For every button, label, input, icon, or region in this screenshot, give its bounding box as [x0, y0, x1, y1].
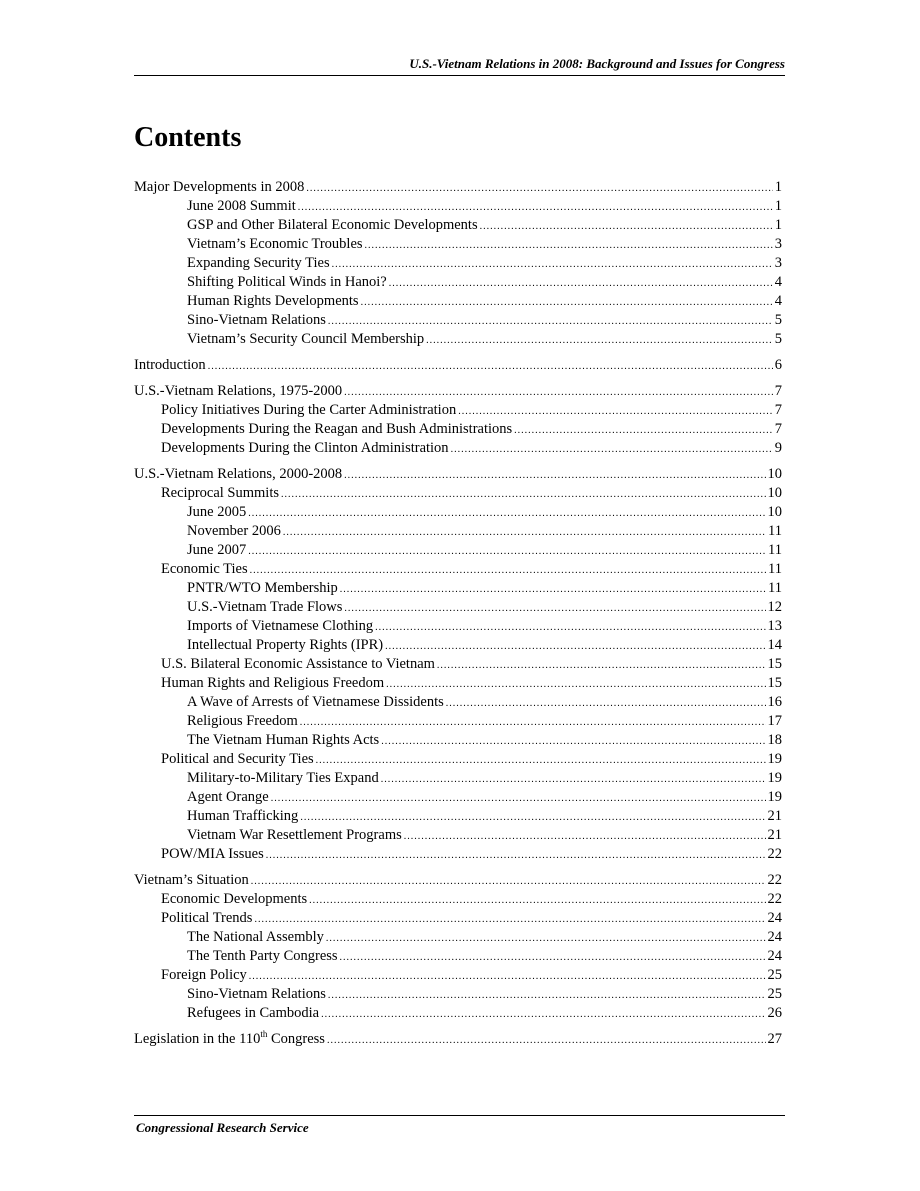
footer-publisher: Congressional Research Service: [136, 1120, 309, 1135]
toc-entry[interactable]: [134, 1004, 782, 1023]
toc-entry-label: Refugees in Cambodia: [187, 1005, 320, 1021]
toc-entry-label: Introduction: [134, 357, 206, 373]
toc-entry-label: Vietnam’s Situation: [134, 872, 249, 888]
dot-leader: [375, 618, 765, 637]
dot-leader: [300, 808, 765, 827]
toc-entry-label: Imports of Vietnamese Clothing: [187, 618, 374, 634]
toc-entry-label: June 2008 Summit: [187, 198, 296, 214]
toc-entry-page: 22: [767, 891, 782, 907]
toc-entry[interactable]: [134, 541, 782, 560]
dot-leader: [451, 440, 773, 459]
toc-entry-page: 26: [767, 1005, 782, 1021]
toc-entry[interactable]: [134, 909, 782, 928]
toc-entry-label: Reciprocal Summits: [161, 485, 279, 501]
toc-entry-page: 22: [767, 872, 782, 888]
toc-entry[interactable]: [134, 273, 782, 292]
toc-entry[interactable]: [134, 826, 782, 845]
toc-entry-page: 19: [767, 770, 782, 786]
toc-entry[interactable]: [134, 788, 782, 807]
toc-entry-page: 11: [768, 580, 782, 596]
toc-entry-label: The Vietnam Human Rights Acts: [187, 732, 380, 748]
toc-entry-label: A Wave of Arrests of Vietnamese Dissidents: [187, 694, 444, 710]
toc-entry[interactable]: [134, 254, 782, 273]
toc-entry[interactable]: [134, 674, 782, 693]
toc-entry-page: 1: [774, 179, 782, 195]
toc-entry[interactable]: [134, 731, 782, 750]
toc-entry-label: Political and Security Ties: [161, 751, 314, 767]
toc-entry[interactable]: [134, 382, 782, 401]
toc-entry[interactable]: [134, 420, 782, 439]
toc-entry-page: 11: [768, 523, 782, 539]
toc-entry-page: 7: [774, 383, 782, 399]
toc-entry[interactable]: [134, 985, 782, 1004]
toc-entry-label: Vietnam’s Security Council Membership: [187, 331, 425, 347]
toc-entry-label: The National Assembly: [187, 929, 324, 945]
toc-entry-page: 15: [767, 656, 782, 672]
toc-entry-label: Political Trends: [161, 910, 253, 926]
toc-entry-label: Developments During the Reagan and Bush Administrations: [161, 421, 513, 437]
toc-entry[interactable]: [134, 769, 782, 788]
toc-entry-label: June 2005: [187, 504, 247, 520]
dot-leader: [306, 179, 772, 198]
toc-entry-page: 10: [767, 504, 782, 520]
toc-entry[interactable]: [134, 579, 782, 598]
dot-leader: [309, 891, 765, 910]
dot-leader: [208, 357, 773, 376]
toc-entry-page: 24: [767, 910, 782, 926]
dot-leader: [344, 599, 765, 618]
toc-entry-label: Vietnam War Resettlement Programs: [187, 827, 402, 843]
toc-entry-page: 7: [774, 421, 782, 437]
toc-entry-page: 12: [767, 599, 782, 615]
dot-leader: [426, 331, 773, 350]
toc-entry[interactable]: [134, 197, 782, 216]
toc-entry[interactable]: [134, 617, 782, 636]
dot-leader: [458, 402, 773, 421]
toc-entry-label: Policy Initiatives During the Carter Administration: [161, 402, 457, 418]
toc-entry-page: 10: [767, 485, 782, 501]
toc-entry[interactable]: [134, 807, 782, 826]
toc-entry-label: U.S.-Vietnam Relations, 1975-2000: [134, 383, 343, 399]
toc-entry-page: 7: [774, 402, 782, 418]
toc-entry-label: Economic Developments: [161, 891, 308, 907]
toc-entry-page: 16: [767, 694, 782, 710]
toc-entry-label: Sino-Vietnam Relations: [187, 312, 326, 328]
dot-leader: [365, 236, 773, 255]
toc-entry-label: [134, 1030, 325, 1049]
dot-leader: [327, 1031, 766, 1050]
toc-entry[interactable]: [134, 178, 782, 197]
dot-leader: [271, 789, 766, 808]
dot-leader: [446, 694, 766, 713]
dot-leader: [514, 421, 773, 440]
dot-leader: [381, 732, 765, 751]
toc-entry-page: 18: [767, 732, 782, 748]
toc-entry-label: Agent Orange: [187, 789, 269, 805]
toc-entry-page: 19: [767, 751, 782, 767]
toc-entry[interactable]: [134, 311, 782, 330]
dot-leader: [344, 383, 773, 402]
toc-entry-label: Major Developments in 2008: [134, 179, 305, 195]
toc-entry[interactable]: [134, 845, 782, 864]
toc-entry-label: Shifting Political Winds in Hanoi?: [187, 274, 387, 290]
dot-leader: [298, 198, 773, 217]
toc-entry[interactable]: [134, 947, 782, 966]
toc-entry-label: Human Rights Developments: [187, 293, 359, 309]
toc-entry-page: 24: [767, 948, 782, 964]
toc-entry[interactable]: [134, 330, 782, 349]
toc-entry-label: June 2007: [187, 542, 247, 558]
toc-entry-page: 4: [774, 274, 782, 290]
toc-entry-page: 27: [767, 1031, 782, 1047]
toc-entry[interactable]: [134, 292, 782, 311]
dot-leader: [340, 580, 766, 599]
toc-entry-page: 1: [774, 217, 782, 233]
dot-leader: [300, 713, 766, 732]
toc-entry-page: 11: [768, 542, 782, 558]
dot-leader: [437, 656, 766, 675]
dot-leader: [281, 485, 766, 504]
toc-entry[interactable]: [134, 401, 782, 420]
toc-entry[interactable]: [134, 503, 782, 522]
dot-leader: [248, 504, 765, 523]
toc-entry-page: 3: [774, 236, 782, 252]
toc-entry-page: 13: [767, 618, 782, 634]
toc-entry[interactable]: [134, 439, 782, 458]
dot-leader: [480, 217, 773, 236]
toc-entry-label-post: Congress: [267, 1031, 325, 1047]
toc-entry-label-superscript: th: [260, 1029, 268, 1040]
toc-entry-page: 22: [767, 846, 782, 862]
toc-entry-label: Economic Ties: [161, 561, 248, 577]
dot-leader: [316, 751, 766, 770]
dot-leader: [344, 466, 765, 485]
toc-entry-label: Vietnam’s Economic Troubles: [187, 236, 363, 252]
toc-entry-page: 3: [774, 255, 782, 271]
toc-entry-page: 17: [767, 713, 782, 729]
toc-entry[interactable]: [134, 216, 782, 235]
dot-leader: [328, 312, 773, 331]
toc-entry[interactable]: [134, 712, 782, 731]
toc-entry-label: Developments During the Clinton Administration: [161, 440, 449, 456]
toc-entry-label: Sino-Vietnam Relations: [187, 986, 326, 1002]
running-header: U.S.-Vietnam Relations in 2008: Background and Issues for Congress: [134, 56, 785, 76]
toc-entry[interactable]: [134, 655, 782, 674]
dot-leader: [283, 523, 766, 542]
toc-entry-label: U.S.-Vietnam Relations, 2000-2008: [134, 466, 343, 482]
dot-leader: [248, 542, 766, 561]
toc-entry-label: POW/MIA Issues: [161, 846, 264, 862]
toc-entry-label: Foreign Policy: [161, 967, 247, 983]
dot-leader: [251, 872, 766, 891]
dot-leader: [266, 846, 766, 865]
toc-entry-label: U.S. Bilateral Economic Assistance to Vietnam: [161, 656, 435, 672]
dot-leader: [389, 274, 773, 293]
toc-entry-label: Expanding Security Ties: [187, 255, 330, 271]
toc-entry[interactable]: [134, 693, 782, 712]
toc-entry[interactable]: [134, 890, 782, 909]
toc-entry[interactable]: [134, 484, 782, 503]
toc-entry-label: PNTR/WTO Membership: [187, 580, 338, 596]
dot-leader: [381, 770, 766, 789]
toc-entry-label: Military-to-Military Ties Expand: [187, 770, 379, 786]
toc-entry-page: 21: [767, 808, 782, 824]
dot-leader: [340, 948, 766, 967]
toc-entry-page: 24: [767, 929, 782, 945]
toc-entry-label: U.S.-Vietnam Trade Flows: [187, 599, 343, 615]
toc-entry-page: 21: [767, 827, 782, 843]
toc-entry-label: GSP and Other Bilateral Economic Developments: [187, 217, 478, 233]
dot-leader: [328, 986, 766, 1005]
toc-entry-label: November 2006: [187, 523, 281, 539]
page-title: Contents: [134, 122, 242, 153]
toc-entry-page: 9: [774, 440, 782, 456]
toc-entry[interactable]: [134, 928, 782, 947]
toc-entry-page: 4: [774, 293, 782, 309]
toc-entry-label: Human Trafficking: [187, 808, 299, 824]
dot-leader: [332, 255, 773, 274]
toc-entry[interactable]: [134, 356, 782, 375]
toc-entry[interactable]: [134, 1030, 782, 1049]
toc-entry[interactable]: [134, 522, 782, 541]
toc-entry-label-pre: Legislation in the 110: [134, 1031, 261, 1047]
toc-entry[interactable]: [134, 465, 782, 484]
toc-entry[interactable]: [134, 636, 782, 655]
toc-entry-page: 14: [767, 637, 782, 653]
toc-entry-page: 15: [767, 675, 782, 691]
dot-leader: [386, 675, 765, 694]
dot-leader: [254, 910, 765, 929]
dot-leader: [326, 929, 766, 948]
toc-entry[interactable]: [134, 750, 782, 769]
toc-entry[interactable]: [134, 235, 782, 254]
toc-entry[interactable]: [134, 560, 782, 579]
toc-entry[interactable]: [134, 966, 782, 985]
toc-entry-label: The Tenth Party Congress: [187, 948, 338, 964]
toc-entry-page: 1: [774, 198, 782, 214]
toc-entry-page: 5: [774, 312, 782, 328]
table-of-contents: [134, 178, 782, 1049]
dot-leader: [385, 637, 765, 656]
toc-entry-page: 5: [774, 331, 782, 347]
toc-entry-label: Human Rights and Religious Freedom: [161, 675, 385, 691]
toc-entry-page: 25: [767, 986, 782, 1002]
dot-leader: [361, 293, 773, 312]
toc-entry-label: Religious Freedom: [187, 713, 298, 729]
dot-leader: [249, 967, 766, 986]
toc-entry[interactable]: [134, 598, 782, 617]
toc-entry[interactable]: [134, 871, 782, 890]
dot-leader: [321, 1005, 765, 1024]
footer-rule: [134, 1115, 785, 1116]
toc-entry-page: 10: [767, 466, 782, 482]
dot-leader: [404, 827, 766, 846]
toc-entry-page: 19: [767, 789, 782, 805]
toc-entry-page: 25: [767, 967, 782, 983]
toc-entry-page: 11: [768, 561, 782, 577]
toc-entry-label: Intellectual Property Rights (IPR): [187, 637, 384, 653]
toc-entry-page: 6: [774, 357, 782, 373]
dot-leader: [250, 561, 766, 580]
